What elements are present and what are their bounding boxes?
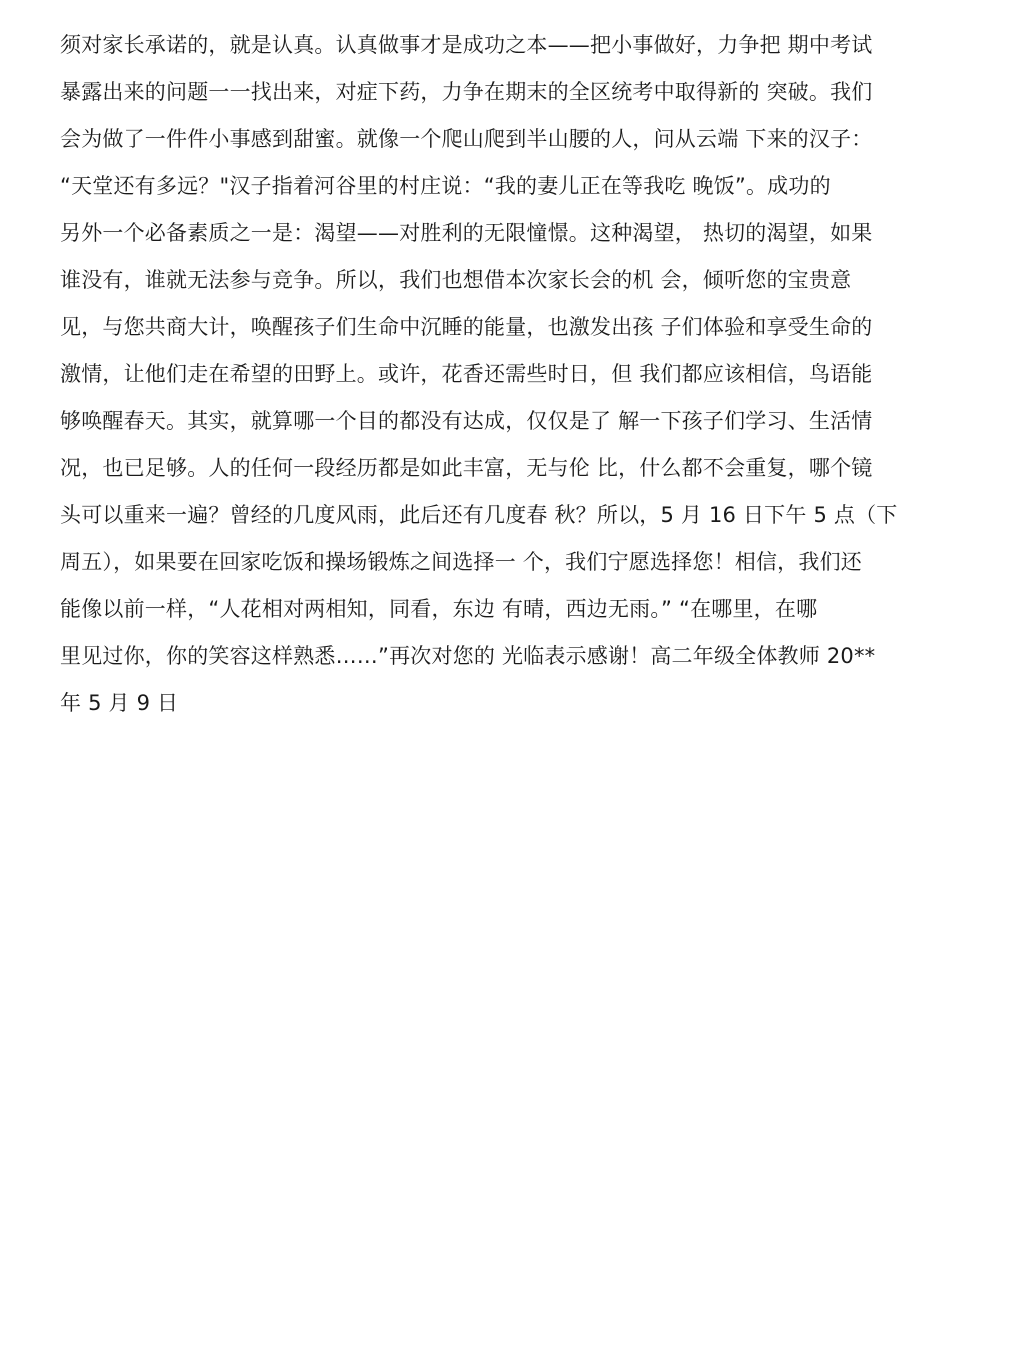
text-line: 头可以重来一遍？曾经的几度风雨，此后还有几度春 秋？所以，5 月 16 日下午 5 点（下 bbox=[60, 503, 898, 527]
text-line: 够唤醒春天。其实，就算哪一个目的都没有达成，仅仅是了 解一下孩子们学习、生活情 bbox=[60, 409, 873, 433]
text-line: 谁没有，谁就无法参与竞争。所以，我们也想借本次家长会的机 会，倾听您的宝贵意 bbox=[60, 268, 852, 292]
text-line: 况，也已足够。人的任何一段经历都是如此丰富，无与伦 比，什么都不会重复，哪个镜 bbox=[60, 456, 873, 480]
document-page bbox=[60, 0, 960, 1363]
text-line: 里见过你，你的笑容这样熟悉……”再次对您的 光临表示感谢！高二年级全体教师 20** bbox=[60, 644, 876, 668]
text-line: 见，与您共商大计，唤醒孩子们生命中沉睡的能量，也激发出孩 子们体验和享受生命的 bbox=[60, 315, 873, 339]
text-line: 须对家长承诺的，就是认真。认真做事才是成功之本——把小事做好，力争把 期中考试 bbox=[60, 33, 873, 57]
text-line: 年 5 月 9 日 bbox=[60, 691, 179, 715]
text-line: 另外一个必备素质之一是：渴望——对胜利的无限憧憬。这种渴望， 热切的渴望，如果 bbox=[60, 221, 873, 245]
text-line: “天堂还有多远？"汉子指着河谷里的村庄说：“我的妻儿正在等我吃 晚饭”。成功的 bbox=[60, 174, 831, 198]
text-line: 能像以前一样，“人花相对两相知，同看，东边 有晴，西边无雨。” “在哪里，在哪 bbox=[60, 597, 818, 621]
text-line: 周五），如果要在回家吃饭和操场锻炼之间选择一 个，我们宁愿选择您！相信，我们还 bbox=[60, 550, 862, 574]
text-line: 激情，让他们走在希望的田野上。或许，花香还需些时日，但 我们都应该相信，鸟语能 bbox=[60, 362, 873, 386]
text-line: 会为做了一件件小事感到甜蜜。就像一个爬山爬到半山腰的人，问从云端 下来的汉子： bbox=[60, 127, 873, 151]
text-line: 暴露出来的问题一一找出来，对症下药，力争在期末的全区统考中取得新的 突破。我们 bbox=[60, 80, 873, 104]
